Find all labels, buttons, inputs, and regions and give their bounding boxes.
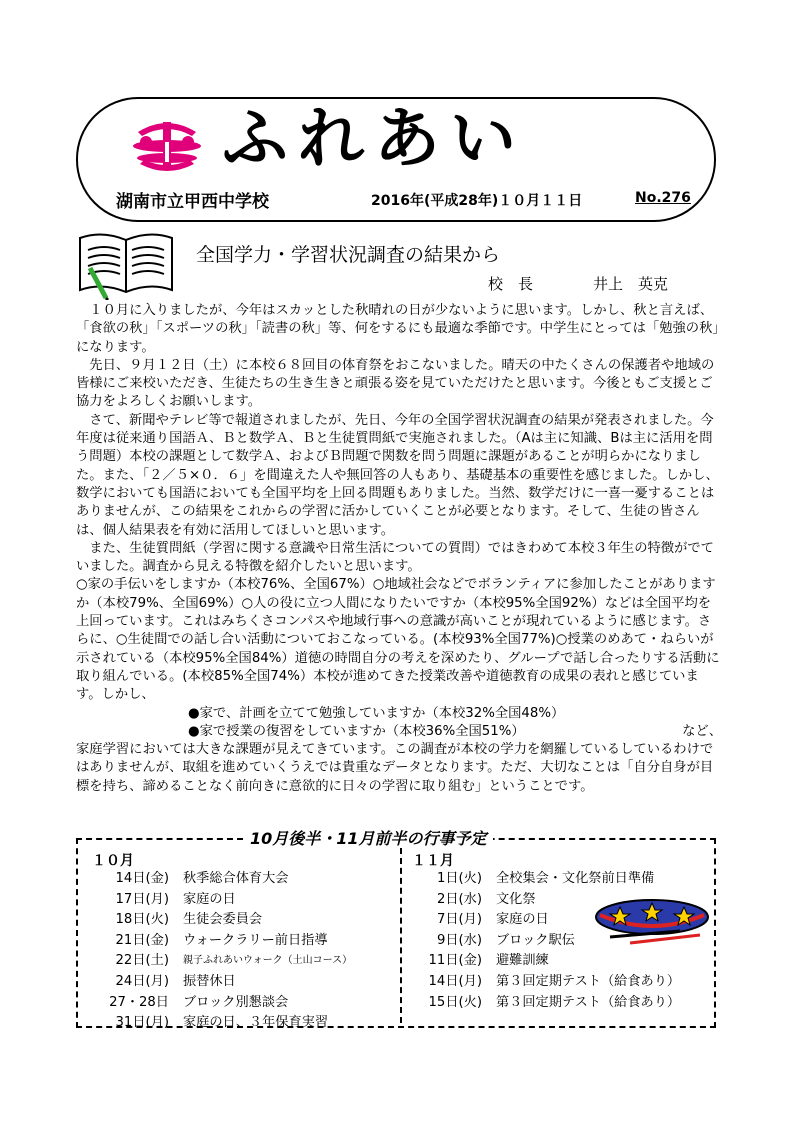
list-item [76,910,352,931]
list-item [76,993,352,1014]
issue-date: 2016年(平成28年)１０月１１日 [371,193,583,209]
event-name: 文化祭 [496,891,536,907]
pencil-case-icon [590,893,720,953]
list-item [76,1013,352,1034]
event-date: 1日(火) [436,871,482,886]
bullet-item: ●家で授業の復習をしていますか（本校36%全国51%） [188,723,525,739]
event-name: 家庭の日 [496,912,549,928]
october-events [76,869,352,1034]
school-name: 湖南市立甲西中学校 [116,192,269,212]
event-date: 21日(金) [115,932,169,948]
list-item [76,890,352,911]
event-date: 31日(月) [115,1015,169,1031]
event-name: 生徒会委員会 [183,912,263,928]
event-name: ブロック駅伝 [496,932,575,948]
event-name: ブロック別懇談会 [183,994,289,1010]
list-item [414,951,680,972]
list-item [414,869,680,890]
list-item [76,869,352,890]
column-divider [400,848,402,1023]
article-title: 全国学力・学習状況調査の結果から [196,244,501,266]
event-name: 全校集会・文化祭前日準備 [496,871,655,886]
october-heading: １０月 [92,853,134,869]
event-date: 27・28日 [109,994,169,1010]
event-name: 第３回定期テスト（給食あり） [496,973,681,989]
article-body [76,302,722,796]
newsletter-title: ふれあい [222,99,526,177]
event-name: 親子ふれあいウォーク（土山コース） [183,955,353,967]
bullet-item: ●家で、計画を立てて勉強していますか（本校32%全国48%） [188,705,565,721]
bullet-suffix: など、 [682,723,722,739]
event-date: 2日(水) [436,891,482,907]
paragraph: さて、新聞やテレビ等で報道されましたが、先日、今年の全国学習状況調査の結果が発表されました。今年度は従来通り国語Ａ、Ｂと数学Ａ、Ｂと生徒質問紙で実施されました。（Aは主に知識、Bは主に活用を問う問題）本校の課題として数学Ａ、およびＢ問題で関数を問う問題に課題があることが明らかになりました。また、「２／５×０．６」を間違えた人や無回答の人もあり、基礎基本の重要性を感じました。しかし、数学においても国語においても全国平均を上回る問題もありました。当然、数学だけに一喜一憂することはありませんが、この結果をこれからの学習に活かしていくことが必要となります。そして、生徒の皆さんは、個人結果表を有効に活用してほしいと思います。 [76,412,719,538]
list-item [414,993,680,1014]
event-date: 11日(金) [428,953,482,969]
paragraph: 家庭学習においては大きな課題が見えてきています。この調査が本校の学力を網羅しているしているわけではありませんが、取組を進めていくうえでは貴重なデータとなります。ただ、大切なことは「自分自身が目標を持ち、諦めることなく前向きに意欲的に日々の学習に取り組む」ということです。 [76,742,714,794]
school-emblem-icon [128,112,206,176]
event-date: 24日(月) [115,973,169,989]
event-date: 17日(月) [115,891,169,907]
list-item [76,951,352,972]
event-name: 第３回定期テスト（給食あり） [496,994,681,1010]
event-name: 家庭の日、３年保育実習 [183,1015,329,1031]
issue-number: No.276 [635,190,691,206]
open-book-icon [76,228,176,300]
event-date: 15日(火) [428,994,482,1010]
november-heading: １１月 [412,853,454,869]
paragraph: ○家の手伝いをしますか（本校76%、全国67%）○地域社会などでボランティアに参加したことがありますか（本校79%、全国69%）○人の役に立つ人間になりたいですか（本校95%全国92%）などは全国平均を上回っています。これはみちくさコンパスや地域行事への意識が高いことが現れているように感じます。さらに、○生徒間での話し合い活動についておこなっている。(本校93%全国77%)○授業のめあて・ねらいが示されている（本校95%全国84%）道徳の時間自分の考えを深めたり、グループで話し合ったりする活動に取り組んでいる。(本校85%全国74%）本校が進めてきた授業改善や道徳教育の成果の表れと感じています。しかし、 [76,577,720,703]
event-name: 秋季総合体育大会 [183,871,289,886]
list-item [414,972,680,993]
event-name: 避難訓練 [496,953,549,969]
list-item [76,931,352,952]
schedule-title: 10月後半・11月前半の行事予定 [244,826,493,849]
event-date: 18日(火) [115,912,169,928]
event-date: 14日(月) [428,973,482,989]
event-name: 振替休日 [183,973,236,989]
paragraph: １０月に入りましたが、今年はスカッとした秋晴れの日が少ないように思います。しかし、秋と言えば、「食欲の秋」「スポーツの秋」「読書の秋」等、何をするにも最適な季節です。中学生にとっては「勉強の秋」になります。 [76,303,720,355]
bullet-row [76,723,722,741]
article-author: 校 長 井上 英克 [488,275,669,293]
event-date: 14日(金) [115,871,169,886]
paragraph: また、生徒質問紙（学習に関する意識や日常生活についての質問）ではきわめて本校３年生の特徴がでていました。調査から見える特徴を紹介したいと思います。 [76,540,714,575]
list-item [76,972,352,993]
event-date: 22日(土) [115,953,169,969]
event-name: ウォークラリー前日指導 [183,932,328,948]
event-date: 9日(水) [436,932,482,948]
paragraph: 先日、９月１２日（土）に本校６８回目の体育祭をおこないました。晴天の中たくさんの保護者や地域の皆様にご来校いただき、生徒たちの生き生きと頑張る姿を見ていただけたと思います。今後ともご支援とご協力をよろしくお願いします。 [76,357,715,410]
event-name: 家庭の日 [183,891,236,907]
event-date: 7日(月) [436,912,482,928]
